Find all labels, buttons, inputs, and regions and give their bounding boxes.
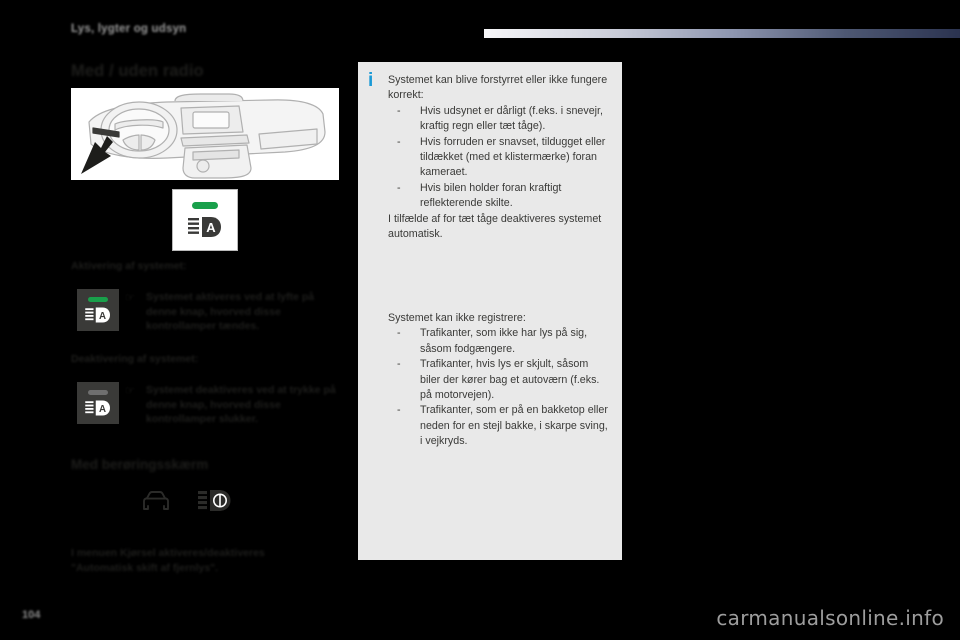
info-list [388,326,610,449]
green-led-indicator [192,202,218,209]
activation-instruction [125,290,337,334]
info-callout-panel [358,62,622,560]
list-item [388,403,610,449]
auto-headlight-icon [85,306,111,324]
touchscreen-heading: Med berøringsskærm [71,457,209,472]
info-list [388,104,610,212]
list-item-text: Hvis bilen holder foran kraftigt reflekterende skilte. [420,181,562,210]
running-header: Lys, lygter og udsyn [71,23,187,35]
svg-text:A: A [98,310,107,322]
dash-mark: - [397,181,401,194]
dash-mark: - [397,135,401,148]
info-intro: Systemet kan blive forstyrret eller ikke fungere korrekt: [388,74,608,102]
activation-button-icon [77,289,119,331]
svg-text:A: A [98,403,107,415]
auto-headlight-icon [85,399,111,417]
touchscreen-note: I menuen Kjørsel aktiveres/deaktiveres "Automatisk skift af fjernlys". [71,547,265,574]
header-rule [484,29,960,38]
dash-mark: - [397,358,401,371]
list-item-text: Trafikanter, som ikke har lys på sig, såsom fodgængere. [420,327,588,355]
info-outro: I tilfælde af for tæt tåge deaktiveres systemet automatisk. [388,212,602,241]
list-item [388,326,610,357]
deactivation-button-icon [77,382,119,424]
info-block-2 [388,311,610,450]
deactivation-instruction-text: Systemet deaktiveres ved at trykke på denne knap, hvorved disse kontrollamper slukker. [146,384,336,426]
site-watermark: carmanualsonline.info [716,606,944,630]
list-item [388,181,610,212]
auto-headlight-icon [188,215,222,239]
telltale-indicator-box [172,189,238,251]
dash-mark: - [397,104,401,117]
dashboard-illustration [71,88,339,180]
green-led-indicator [88,297,108,302]
info-icon: i [368,70,374,91]
list-item [388,104,610,135]
dashboard-drawing [71,88,339,180]
grey-led-indicator [88,390,108,395]
svg-text:A: A [206,219,216,235]
info-block-1 [388,73,610,242]
touchscreen-icon-row [140,488,232,514]
pointing-hand-icon: ☞ [125,385,135,397]
activation-heading: Aktivering af systemet: [71,260,187,272]
dash-mark: - [397,404,401,417]
deactivation-heading: Deaktivering af systemet: [71,353,199,365]
list-item [388,135,610,181]
list-item-text: Hvis forruden er snavset, tildugget eller tildækket (med et klistermærke) foran kameraet. [420,135,606,179]
page-number: 104 [22,609,41,621]
deactivation-instruction [125,383,337,427]
info-intro: Systemet kan ikke registrere: [388,312,526,324]
dash-mark: - [397,327,401,340]
headlight-beam-icon [198,488,232,514]
page-title: Med / uden radio [71,62,204,80]
list-item-text: Trafikanter, hvis lys er skjult, såsom biler der kører bag et autoværn (f.eks. på motorvejen). [420,358,600,402]
car-front-icon [140,489,172,513]
pointing-hand-icon: ☞ [125,292,135,304]
list-item [388,357,610,403]
list-item-text: Trafikanter, som er på en bakketop eller neden for en stejl bakke, i skarpe sving, i vejkryds. [420,404,608,448]
activation-instruction-text: Systemet aktiveres ved at lyfte på denne knap, hvorved disse kontrollamper tændes. [146,291,315,333]
list-item-text: Hvis udsynet er dårligt (f.eks. i snevejr, kraftig regn eller tæt tåge). [420,104,603,133]
